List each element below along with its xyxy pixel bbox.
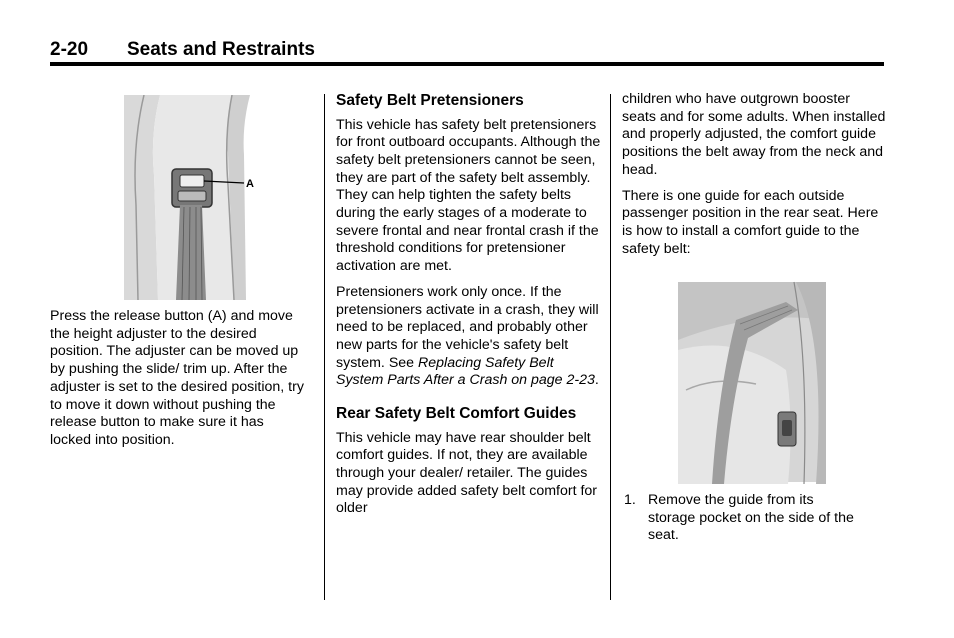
step-1-number: 1. (624, 492, 636, 508)
comfort-guides-installation-intro: There is one guide for each outside passenger position in the rear seat. Here is how to install a comfort guide to the safety belt: (622, 187, 879, 257)
column-2 (336, 91, 601, 526)
cross-reference-link[interactable]: Replacing Safety Belt System Parts After a Crash on page 2-23 (336, 354, 595, 389)
comfort-guides-paragraph: This vehicle may have rear shoulder belt comfort guides. If not, they are available through your dealer/ retailer. The guides may provide added safety belt comfort for older (336, 429, 598, 517)
column-1 (50, 308, 305, 458)
comfort-guides-continued: children who have outgrown booster seats and for some adults. When installed and properly adjusted, the comfort guide positions the belt away from the neck and head. (622, 91, 886, 178)
column-3 (622, 91, 887, 266)
header-rule (50, 62, 884, 66)
pretensioners-paragraph-1: This vehicle has safety belt pretensioners for front outboard occupants. Although the safety belt pretensioners cannot be seen, they are part of the safety belt assembly. They can help tighten the safety belts during the early stages of a moderate to severe frontal and near frontal crash if the threshold conditions for pretensioner activation are met. (336, 116, 601, 275)
period: . (594, 372, 599, 389)
column-divider-2 (610, 94, 611, 600)
page-header (50, 39, 884, 63)
pretensioners-paragraph-2 (336, 284, 601, 390)
column-divider-1 (324, 94, 325, 600)
height-adjuster-illustration (120, 95, 270, 300)
heading-comfort-guides: Rear Safety Belt Comfort Guides (336, 405, 577, 423)
step-1-text: Remove the guide from its storage pocket on the side of the seat. (648, 492, 854, 544)
page-number: 2-20 (50, 39, 89, 60)
callout-label-a: A (246, 178, 254, 190)
adjuster-instructions: Press the release button (A) and move the height adjuster to the desired position. The adjuster can be moved up by pushing the slide/ trim up. After the adjuster is set to the desired position, try to move it down without pushing the release button to make sure it has locked into position. (50, 308, 304, 448)
heading-pretensioners: Safety Belt Pretensioners (336, 92, 524, 109)
pretensioners-text: Pretensioners work only once. If the pretensioners activate in a crash, they will need to be replaced, and probably other new parts for the vehicle's safety belt system. See (336, 283, 599, 371)
comfort-guide-seat-illustration (676, 280, 828, 484)
section-title: Seats and Restraints (127, 39, 315, 60)
